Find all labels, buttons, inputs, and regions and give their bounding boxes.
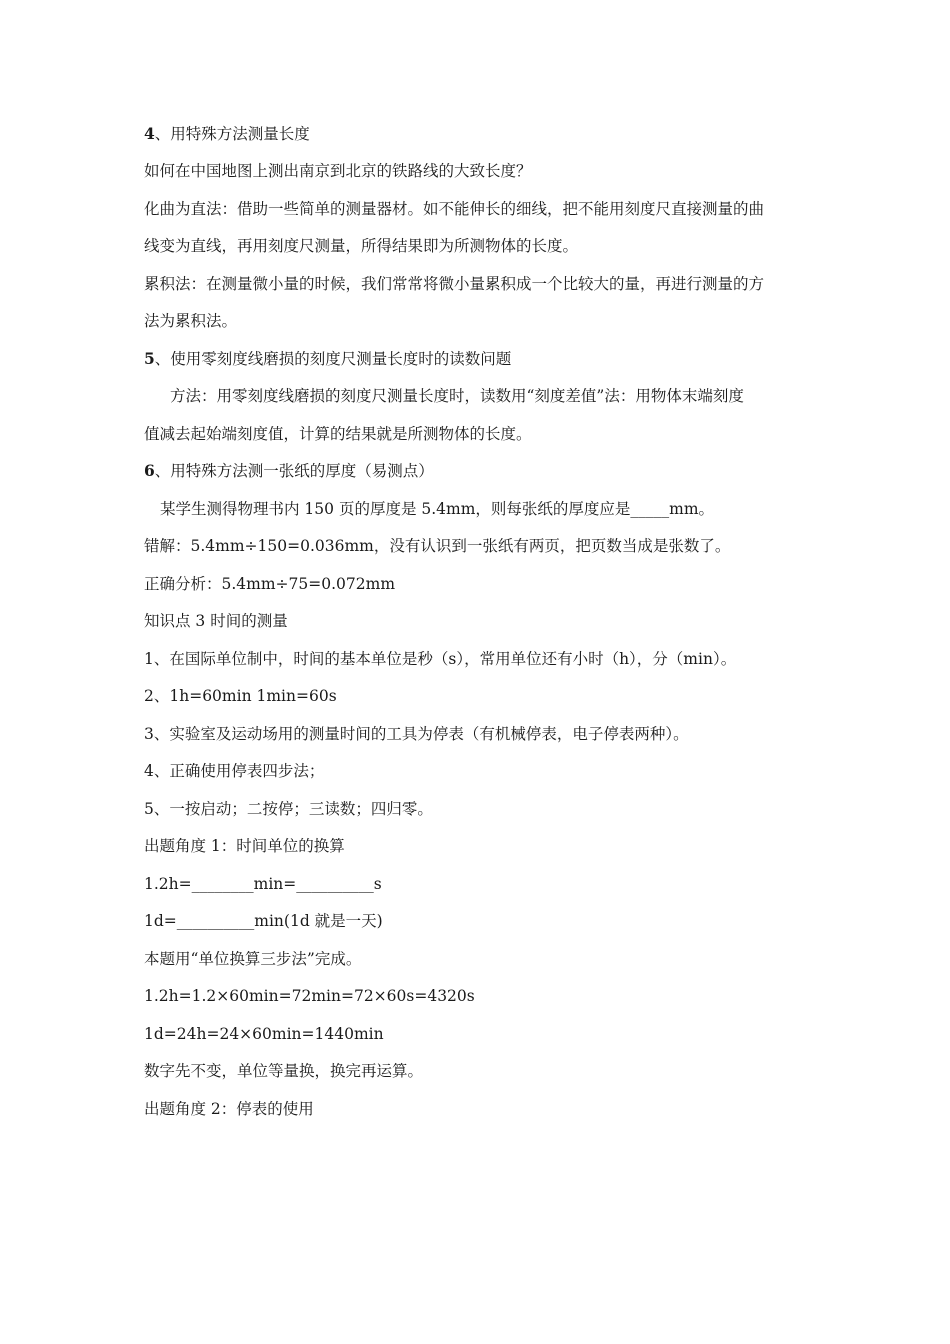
section-number: 6	[144, 461, 155, 480]
kp3-item-5: 5、一按启动；二按停；三读数；四归零。	[144, 800, 433, 818]
section-5-heading	[144, 349, 814, 369]
method-2-line-1: 累积法：在测量微小量的时候，我们常常将微小量累积成一个比较大的量，再进行测量的方	[144, 275, 765, 293]
angle-1-answer-2: 1d=24h=24×60min=1440min	[144, 1025, 384, 1043]
section-6-correct-answer: 正确分析：5.4mm÷75=0.072mm	[144, 575, 396, 593]
angle-1-question-2: 1d=__________min(1d 就是一天)	[144, 912, 383, 930]
section-title: 、用特殊方法测一张纸的厚度（易测点）	[154, 462, 434, 480]
section-5-method-line-1: 方法：用零刻度线磨损的刻度尺测量长度时，读数用“刻度差值”法：用物体末端刻度	[170, 387, 744, 405]
angle-1-answer-1: 1.2h=1.2×60min=72min=72×60s=4320s	[144, 987, 475, 1005]
angle-2-title: 出题角度 2：停表的使用	[144, 1100, 314, 1118]
section-6-heading	[144, 461, 814, 481]
section-4-question: 如何在中国地图上测出南京到北京的铁路线的大致长度？	[144, 162, 532, 180]
kp3-item-3: 3、实验室及运动场用的测量时间的工具为停表（有机械停表，电子停表两种）。	[144, 725, 689, 743]
section-number: 4	[144, 124, 155, 143]
angle-1-question-1: 1.2h=________min=__________s	[144, 875, 382, 893]
section-6-wrong-answer: 错解：5.4mm÷150=0.036mm，没有认识到一张纸有两页，把页数当成是张数了。	[144, 537, 731, 555]
section-number: 5	[144, 349, 155, 368]
kp3-item-1: 1、在国际单位制中，时间的基本单位是秒（s），常用单位还有小时（h），分（min）。	[144, 650, 737, 668]
section-5-method-line-2: 值减去起始端刻度值，计算的结果就是所测物体的长度。	[144, 425, 532, 443]
kp3-item-2: 2、1h=60min 1min=60s	[144, 687, 337, 705]
angle-1-note: 本题用“单位换算三步法”完成。	[144, 950, 362, 968]
angle-1-tip: 数字先不变，单位等量换，换完再运算。	[144, 1062, 424, 1080]
section-4-heading	[144, 124, 814, 144]
kp3-item-4: 4、正确使用停表四步法；	[144, 762, 325, 780]
method-1-line-1: 化曲为直法：借助一些简单的测量器材。如不能伸长的细线，把不能用刻度尺直接测量的曲	[144, 200, 765, 218]
method-1-line-2: 线变为直线，再用刻度尺测量，所得结果即为所测物体的长度。	[144, 237, 579, 255]
section-title: 、用特殊方法测量长度	[154, 125, 310, 143]
method-2-line-2: 法为累积法。	[144, 312, 238, 330]
knowledge-point-3-title: 知识点 3 时间的测量	[144, 612, 288, 630]
angle-1-title: 出题角度 1：时间单位的换算	[144, 837, 345, 855]
section-title: 、使用零刻度线磨损的刻度尺测量长度时的读数问题	[154, 350, 512, 368]
section-6-problem: 某学生测得物理书内 150 页的厚度是 5.4mm，则每张纸的厚度应是_____mm。	[160, 500, 715, 518]
